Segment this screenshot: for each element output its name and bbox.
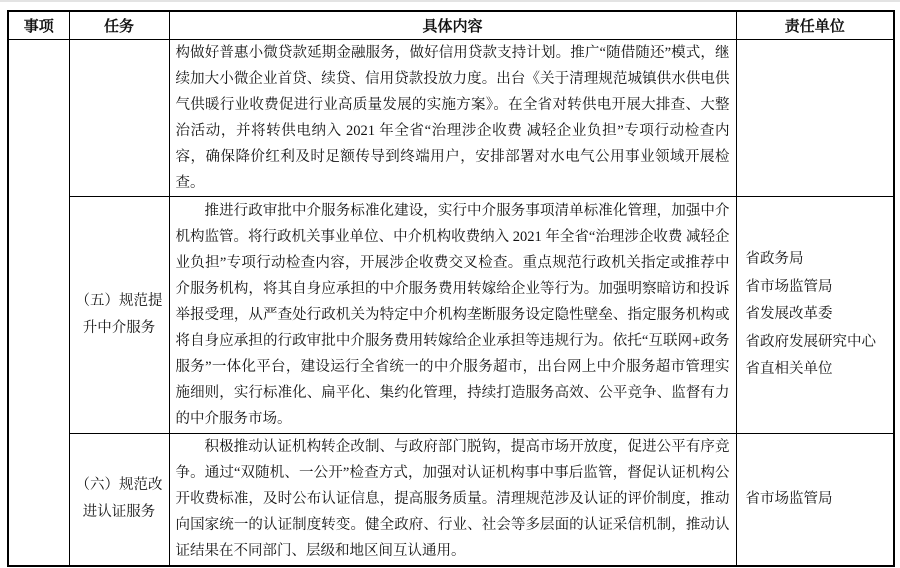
column-header-unit: 责任单位 <box>736 11 894 39</box>
unit-cell-task6 <box>736 434 894 566</box>
unit-cell-empty <box>736 39 894 197</box>
unit-line: 省发展改革委 <box>745 306 833 323</box>
item-cell-empty <box>8 39 69 566</box>
unit-line: 省市场监管局 <box>745 490 833 507</box>
unit-line: 省直相关单位 <box>745 361 833 378</box>
unit-line: 省政务局 <box>745 251 804 268</box>
task-cell-empty <box>69 39 169 197</box>
content-cell-task6: 积极推动认证机构转企改制、与政府部门脱钩，提高市场开放度，促进公平有序竞争。通过“双随机、一公开”检查方式，加强对认证机构事中事后监管，督促认证机构公开收费标准，及时公布认证信息，提高服务质量。清理规范涉及认证的评价制度，推动向国家统一的认证制度转变。健全政府、行业、社会等多层面的认证采信机制，推动认证结果在不同部门、层级和地区间互认通用。 <box>169 434 736 566</box>
unit-line: 省政府发展研究中心 <box>745 333 876 350</box>
content-cell-continuation: 构做好普惠小微贷款延期金融服务，做好信用贷款支持计划。推广“随借随还”模式，继续加大小微企业首贷、续贷、信用贷款投放力度。出台《关于清理规范城镇供水供电供气供暖行业收费促进行业高质量发展的实施方案》。在全省对转供电开展大排查、大整治活动，并将转供电纳入 2021 年全省“治理涉企收费 减轻企业负担”专项行动检查内容，确保降价红利及时足额传导到终端用户，安排部署对水电气公用事业领域开展检查。 <box>169 39 736 197</box>
column-header-task: 任务 <box>69 11 169 39</box>
table-header-row <box>8 11 894 39</box>
task-table <box>7 10 895 567</box>
page-top-edge <box>0 0 900 2</box>
column-header-item: 事项 <box>8 11 69 39</box>
task-cell-task5: （五）规范提升中介服务 <box>69 197 169 434</box>
unit-cell-task5 <box>736 197 894 434</box>
unit-line: 省市场监管局 <box>745 278 833 295</box>
table-row-continuation <box>8 39 894 197</box>
table-row-task5 <box>8 197 894 434</box>
task-cell-task6: （六）规范改进认证服务 <box>69 434 169 566</box>
column-header-content: 具体内容 <box>169 11 736 39</box>
table-row-task6 <box>8 434 894 566</box>
content-cell-task5: 推进行政审批中介服务标准化建设，实行中介服务事项清单标准化管理，加强中介机构监管。将行政机关事业单位、中介机构收费纳入 2021 年全省“治理涉企收费 减轻企业负担”专项行动检查内容，开展涉企收费交叉检查。重点规范行政机关指定或推荐中介服务机构，将其自身应承担的中介服务费用转嫁给企业等行为。加强明察暗访和投诉举报受理，从严查处行政机关为特定中介机构垄断服务设定隐性壁垒、指定服务机构或将自身应承担的行政审批中介服务费用转嫁给企业承担等违规行为。依托“互联网+政务服务”一体化平台，建设运行全省统一的中介服务超市，出台网上中介服务超市管理实施细则，实行标准化、扁平化、集约化管理，持续打造服务高效、公平竞争、监督有力的中介服务市场。 <box>169 197 736 434</box>
